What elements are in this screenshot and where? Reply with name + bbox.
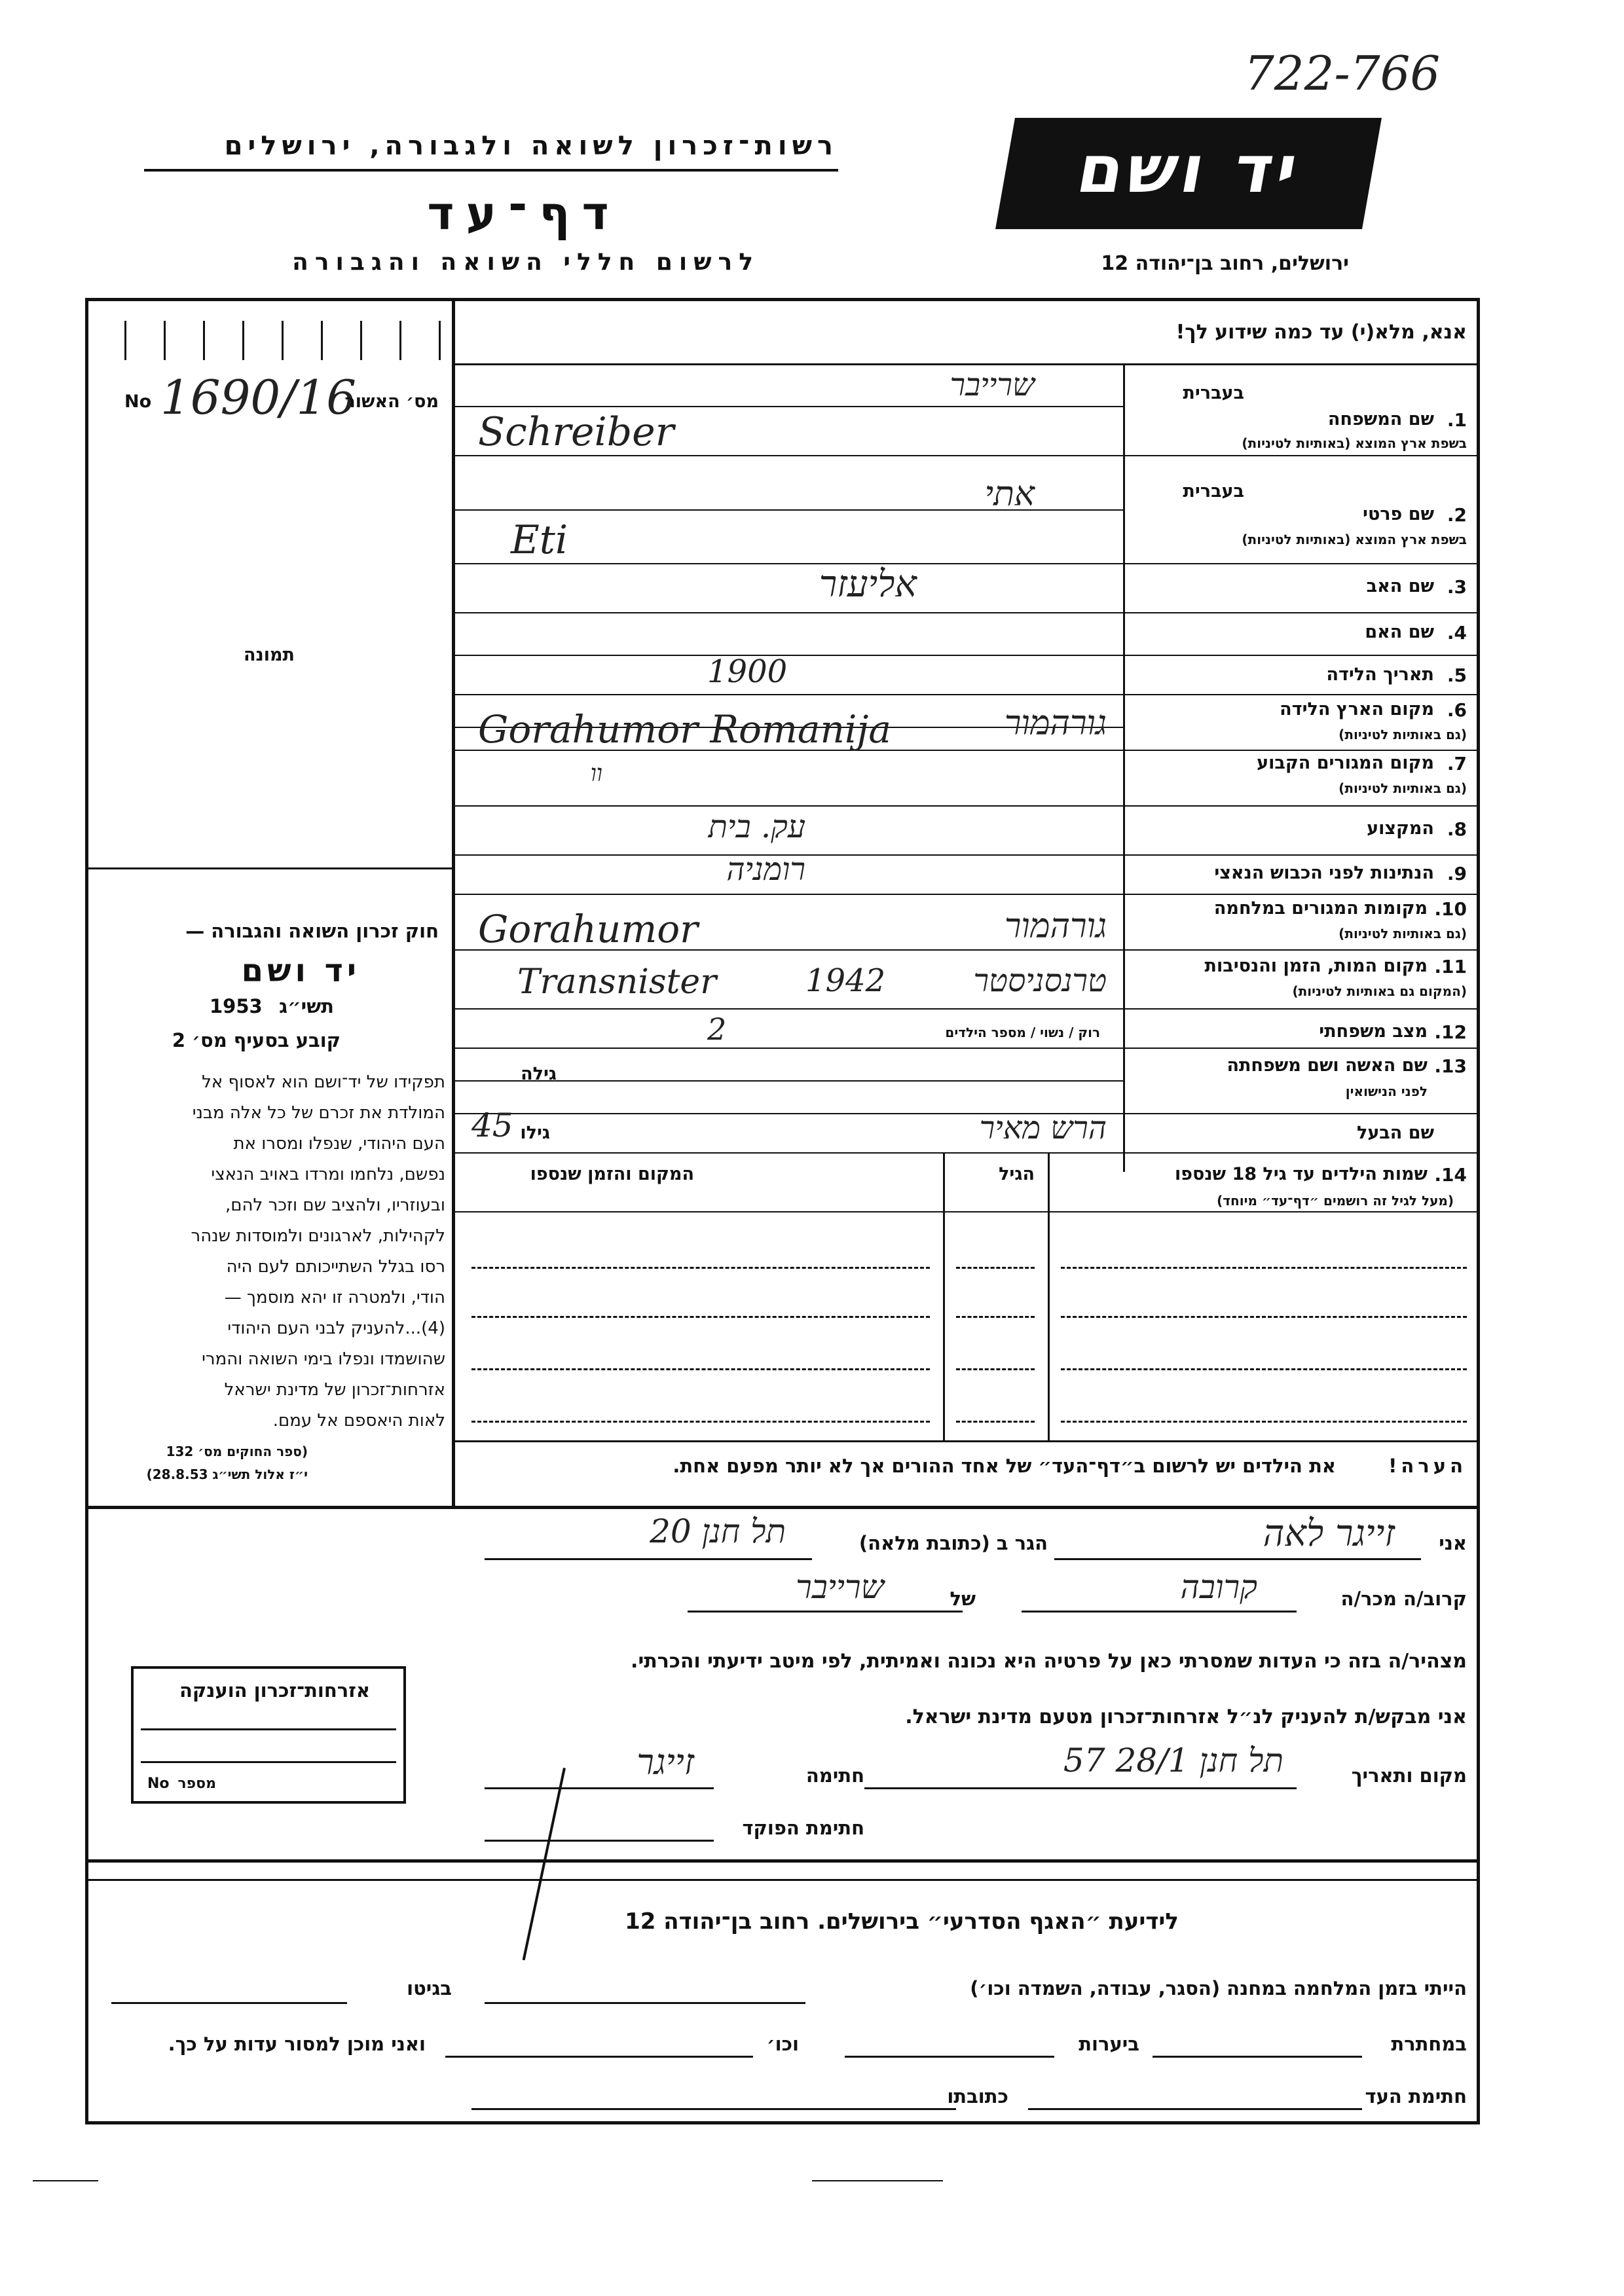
footer-line1: הייתי בזמן המלחמה במחנה (הסגר, עבודה, השמדה וכו׳) <box>970 1977 1467 1999</box>
official-signature-label: חתימת הפוקד <box>742 1817 864 1839</box>
footer-line3-a: חתימת העד <box>1365 2085 1467 2107</box>
field-7-value[interactable]: וו <box>590 760 602 787</box>
corner-number: 722-766 <box>1244 46 1441 101</box>
field-5-value[interactable]: 1900 <box>707 653 788 690</box>
field-3-number: 3. <box>1447 576 1467 598</box>
field-14-label: שמות הילדים עד גיל 18 שנספו <box>1174 1164 1428 1184</box>
footer-line2-b: ביערות <box>1079 2033 1139 2055</box>
field-12-options: רוק / נשוי / מספר הילדים <box>945 1025 1100 1040</box>
law-line: הודי, ולמטרה זו יהא מוסמך — <box>224 1288 445 1307</box>
field-8-number: 8. <box>1447 818 1467 840</box>
law-line: המולדת את זכרם של כל אלה מבני <box>192 1103 445 1123</box>
signature-label: חתימה <box>805 1764 864 1787</box>
field-4-number: 4. <box>1447 622 1467 644</box>
field-6-number: 6. <box>1447 699 1467 721</box>
field-12-label: מצב משפחתי <box>1319 1021 1428 1042</box>
law-line: נפשם, נלחמו ומרדו באויב הנאצי <box>211 1165 445 1184</box>
footer-line1-end: בגיטו <box>407 1977 452 1999</box>
photo-label: תמונה <box>243 645 295 665</box>
field-7-number: 7. <box>1447 753 1467 774</box>
field-11-number: 11. <box>1434 956 1467 977</box>
field-1-value-heb[interactable]: שרייבר <box>950 367 1035 403</box>
field-13-sub: לפני הנישואין <box>1345 1084 1428 1099</box>
place-date-value[interactable]: תל חנן 28/1 57 <box>1063 1741 1283 1779</box>
institution-name: רשות־זכרון לשואה ולגבורה, ירושלים <box>224 131 838 161</box>
declarant-of-label: של <box>950 1588 976 1610</box>
form-title: דף־עד <box>427 187 621 240</box>
husband-label: שם הבעל <box>1356 1123 1434 1143</box>
husband-name[interactable]: הרש מאיר <box>979 1110 1107 1146</box>
field-2-label: שם פרטי <box>1363 504 1434 524</box>
field-6-value-heb[interactable]: גורהמור <box>1004 704 1107 743</box>
note-text: את הילדים יש לרשום ב״דף־העד״ של אחד ההורים אך לא יותר מפעם אחת. <box>673 1455 1336 1477</box>
bottom-mark <box>33 2180 98 2181</box>
place-date-label: מקום ותאריך <box>1351 1764 1467 1787</box>
field-6-label: מקום הארץ הלידה <box>1280 699 1434 720</box>
children-age-header: הגיל <box>999 1164 1035 1184</box>
law-year-num: 1953 <box>210 995 263 1017</box>
law-title: חוק זכרון השואה והגבורה — <box>185 920 439 942</box>
children-place-header: המקום והזמן שנספו <box>530 1164 694 1184</box>
husband-age[interactable]: 45 <box>471 1106 513 1144</box>
field-9-label: הנתינות לפני הכבוש הנאצי <box>1214 863 1434 883</box>
gazette-line2: י״ז אלול תשי״ג 28.8.53) <box>146 1467 308 1482</box>
logo-text: יד ושם <box>1071 131 1307 208</box>
husband-age-label: גילו <box>520 1123 550 1143</box>
field-6-value-lat[interactable]: Gorahumor Romanija <box>478 707 891 752</box>
field-6-sub: (גם באותיות לטיניות) <box>1338 727 1467 742</box>
record-ticks <box>118 321 445 360</box>
footer-notice: לידיעת ״האגף הסדרעי״ בירושלים. רחוב בן־יהודה 12 <box>625 1908 1179 1935</box>
field-4-label: שם האם <box>1365 622 1434 642</box>
declarant-relation[interactable]: קרובה <box>1180 1568 1257 1606</box>
field-3-value[interactable]: אליעזר <box>819 563 917 606</box>
gazette-line1: (ספר החוקים מס׳ 132 <box>166 1444 308 1459</box>
field-11-value-year[interactable]: 1942 <box>805 962 886 999</box>
field-13-age-label: גילה <box>521 1064 557 1084</box>
field-1-hebrew-tag: בעברית <box>1183 383 1244 403</box>
field-2-value-heb[interactable]: אתי <box>984 475 1035 514</box>
law-year-heb: תשי״ג <box>279 995 334 1017</box>
field-1-label: שם המשפחה <box>1327 409 1434 429</box>
law-line: ובעוזריו, ולהציב שם וזכר להם, <box>225 1195 445 1215</box>
record-label: מס׳ האשור <box>344 392 439 412</box>
law-line: (4)...להעניק לבני העם היהודי <box>227 1319 445 1338</box>
field-11-label: מקום המות, הזמן והנסיבות <box>1204 956 1428 976</box>
field-2-sub: בשפת ארץ המוצא (באותיות לטיניות) <box>1242 532 1467 547</box>
field-11-value-heb[interactable]: טרנסניסטר <box>973 962 1107 999</box>
law-line: אזרחות־זכרון של מדינת ישראל <box>224 1380 445 1400</box>
law-line: העם היהודי, שנפלו ומסרו את <box>233 1134 445 1154</box>
certificate-number-prefix: No <box>147 1776 170 1792</box>
certificate-number-label: מספר <box>177 1776 216 1792</box>
declarant-i-label: אני <box>1439 1532 1467 1554</box>
declarant-address[interactable]: תל חנן 20 <box>650 1512 786 1550</box>
field-10-number: 10. <box>1434 898 1467 920</box>
declaration-text: מצהיר/ה בזה כי העדות שמסרתי כאן על פרטיה היא נכונה ואמיתית, לפי מיטב ידיעתי והכרתי. <box>631 1650 1467 1673</box>
field-8-label: המקצוע <box>1367 818 1434 839</box>
intro-text: אנא, מלא(י) עד כמה שידוע לך! <box>1175 321 1467 344</box>
law-line: תפקידו של יד־ושם הוא לאסוף אל <box>202 1072 445 1092</box>
field-2-value-lat[interactable]: Eti <box>511 517 568 563</box>
footer-line2-a: במחתרת <box>1391 2033 1467 2055</box>
field-3-label: שם האב <box>1366 576 1434 596</box>
law-brand: יד ושם <box>241 953 360 989</box>
record-prefix: No <box>124 392 152 412</box>
field-10-label: מקומות המגורים במלחמה <box>1213 898 1428 919</box>
declarant-lives-label: הגר ב (כתובת מלאה) <box>858 1532 1048 1554</box>
note-label: הערה! <box>1388 1455 1467 1477</box>
footer-line3-b: כתובתו <box>947 2085 1008 2107</box>
declarant-name[interactable]: זייגר לאה <box>1263 1512 1395 1555</box>
field-1-sub: בשפת ארץ המוצא (באותיות לטיניות) <box>1242 435 1467 451</box>
declarant-of-name[interactable]: שרייבר <box>796 1568 884 1606</box>
field-7-sub: (גם באותיות לטיניות) <box>1338 780 1467 796</box>
field-8-value[interactable]: עק. בית <box>708 809 805 845</box>
field-10-sub: (גם באותיות לטיניות) <box>1338 926 1467 941</box>
bottom-mark <box>812 2180 943 2181</box>
field-1-value-lat[interactable]: Schreiber <box>478 409 674 455</box>
field-7-label: מקום המגורים הקבוע <box>1257 753 1434 773</box>
declarant-relation-label: קרוב/ה מכר/ה <box>1340 1588 1467 1610</box>
field-11-value-lat[interactable]: Transnister <box>517 962 717 1002</box>
field-12-children[interactable]: 2 <box>707 1011 727 1047</box>
law-line: לאות היאספם אל עמם. <box>272 1411 445 1430</box>
field-13-number: 13. <box>1434 1055 1467 1077</box>
field-1-number: 1. <box>1447 409 1467 431</box>
footer-line2-c: וכו׳ <box>766 2033 799 2055</box>
field-9-value[interactable]: רומניה <box>726 851 805 888</box>
signature[interactable]: זייגר <box>637 1741 694 1783</box>
field-13-label: שם האשה ושם משפחתה <box>1227 1055 1428 1076</box>
address: ירושלים, רחוב בן־יהודה 12 <box>1101 252 1349 275</box>
field-5-label: תאריך הלידה <box>1326 665 1434 685</box>
footer-line2-d: ואני מוכן למסור עדות על כך. <box>168 2033 426 2055</box>
field-2-number: 2. <box>1447 504 1467 526</box>
law-line: רסו בגלל השתייכותם לעם היה <box>226 1257 445 1277</box>
field-10-value-lat[interactable]: Gorahumor <box>478 907 698 951</box>
field-9-number: 9. <box>1447 863 1467 884</box>
request-text: אני מבקש/ת להעניק לנ״ל אזרחות־זכרון מטעם מדינת ישראל. <box>905 1705 1467 1728</box>
field-14-sub: (מעל לגיל זה רושמים ״דף־עד״ מיוחד) <box>1217 1193 1454 1209</box>
logo <box>995 118 1382 229</box>
form-subtitle: לרשום חללי השואה והגבורה <box>292 249 760 276</box>
law-text <box>105 1067 445 1436</box>
record-number: 1690/16 <box>160 370 357 425</box>
field-2-hebrew-tag: בעברית <box>1183 481 1244 501</box>
field-11-sub: (המקום גם באותיות לטיניות) <box>1292 983 1467 999</box>
law-section: קובע בסעיף מס׳ 2 <box>172 1029 341 1051</box>
field-10-value-heb[interactable]: גורהמור <box>1004 907 1107 946</box>
law-line: שהושמדו ונפלו בימי השואה והמרי <box>202 1349 445 1369</box>
certificate-title: אזרחות־זכרון הוענקה <box>179 1679 370 1702</box>
field-12-number: 12. <box>1434 1021 1467 1043</box>
field-14-number: 14. <box>1434 1164 1467 1186</box>
field-5-number: 5. <box>1447 665 1467 686</box>
law-line: לקהילות, לארגונים ולמוסדות שנהר <box>191 1226 445 1246</box>
